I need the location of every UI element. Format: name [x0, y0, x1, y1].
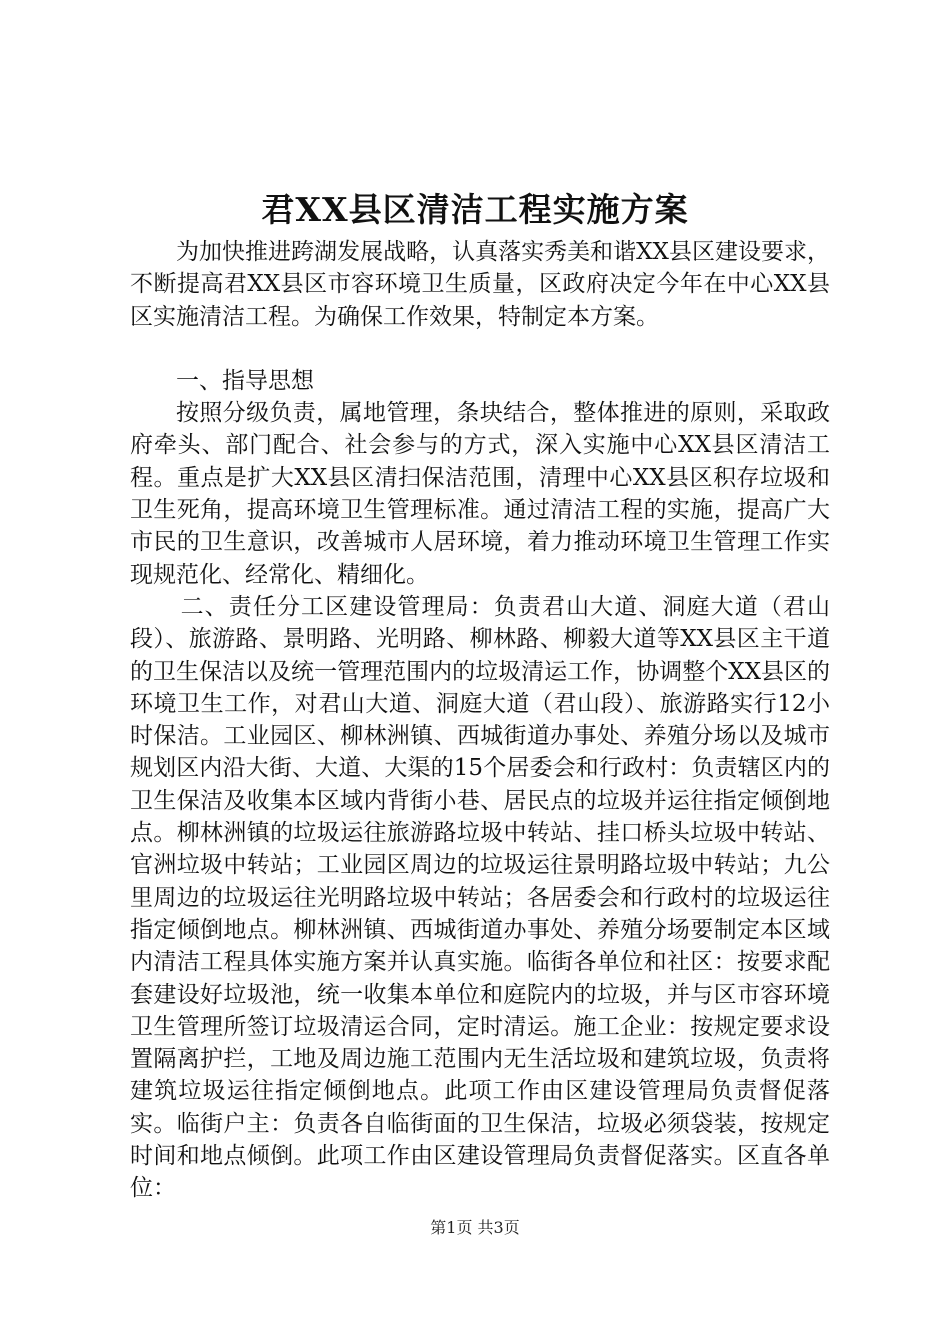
document-title: 君XX县区清洁工程实施方案	[261, 190, 689, 229]
responsibility-paragraph: 二、责任分工区建设管理局：负责君山大道、洞庭大道（君山段）、旅游路、景明路、光明路、柳林路、柳毅大道等XX县区主干道的卫生保洁以及统一管理范围内的垃圾清运工作，协调整个XX县区的环境卫生工作，对君山大道、洞庭大道（君山段）、旅游路实行12小时保洁。工业园区、柳林洲镇、西城街道办事处、养殖分场以及城市规划区内沿大街、大道、大渠的15个居委会和行政村：负责辖区内的卫生保洁及收集本区域内背街小巷、居民点的垃圾并运往指定倾倒地点。柳林洲镇的垃圾运往旅游路垃圾中转站、挂口桥头垃圾中转站、官洲垃圾中转站；工业园区周边的垃圾运往景明路垃圾中转站；九公里周边的垃圾运往光明路垃圾中转站；各居委会和行政村的垃圾运往指定倾倒地点。柳林洲镇、西城街道办事处、养殖分场要制定本区域内清洁工程具体实施方案并认真实施。临街各单位和社区：按要求配套建设好垃圾池，统一收集本单位和庭院内的垃圾，并与区市容环境卫生管理所签订垃圾清运合同，定时清运。施工企业：按规定要求设置隔离护拦，工地及周边施工范围内无生活垃圾和建筑垃圾，负责将建筑垃圾运往指定倾倒地点。此项工作由区建设管理局负责督促落实。临街户主：负责各自临街面的卫生保洁，垃圾必须袋装，按规定时间和地点倾倒。此项工作由区建设管理局负责督促落实。区直各单位：	[130, 593, 830, 1202]
guiding-thought-paragraph: 按照分级负责，属地管理，条块结合，整体推进的原则，采取政府牵头、部门配合、社会参与的方式，深入实施中心XX县区清洁工程。重点是扩大XX县区清扫保洁范围，清理中心XX县区积存垃圾和卫生死角，提高环境卫生管理标准。通过清洁工程的实施，提高广大市民的卫生意识，改善城市人居环境，着力推动环境卫生管理工作实现规范化、经常化、精细化。	[130, 400, 830, 588]
intro-paragraph: 为加快推进跨湖发展战略，认真落实秀美和谐XX县区建设要求，不断提高君XX县区市容环境卫生质量，区政府决定今年在中心XX县区实施清洁工程。为确保工作效果，特制定本方案。	[130, 239, 830, 330]
page-number-footer: 第1页 共3页	[430, 1218, 520, 1237]
section-heading-guiding-thought: 一、指导思想	[176, 367, 314, 394]
document-body	[130, 236, 830, 1205]
